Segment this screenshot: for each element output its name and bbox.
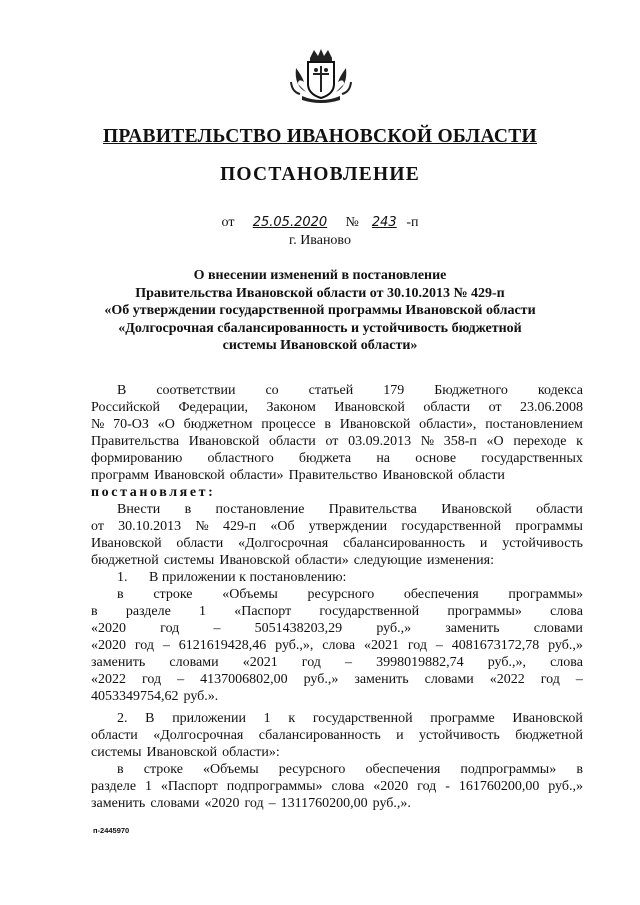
word: руб.,», [275,638,314,653]
word: Правительства [91,434,180,449]
word: области [269,434,316,449]
word: 1 [144,779,152,794]
word: и [479,536,488,551]
word: 1 [199,604,207,619]
decree-line [91,484,583,501]
word: области», [419,417,477,432]
word: Законом [266,400,316,415]
word: 4081673172,78 [451,638,540,653]
word: изменения: [427,553,494,568]
word: Бюджетного [434,383,508,398]
word: «Паспорт [234,604,292,619]
document-subject [80,267,560,355]
subject-line: «Долгосрочная сбалансированность и устойчивость бюджетной [118,320,522,336]
word: устойчивость [419,728,500,743]
word: Ивановской [219,553,290,568]
word: разделе [91,779,137,794]
word: слова [322,638,356,653]
word: «2021 [242,655,278,670]
word: № [91,417,105,432]
word: бюджетной [91,553,159,568]
text-line [91,710,583,727]
number-suffix: -п [406,215,419,230]
word: системы [91,745,142,760]
word: к [288,711,296,726]
word: 1 [263,711,271,726]
word: – [268,796,276,811]
handwritten-number: 243 [371,215,397,230]
item2-paragraph [91,710,583,761]
word: 179 [383,383,405,398]
word: в [117,762,124,777]
text-line [91,671,583,688]
word: заменить [445,621,500,636]
word: год [244,796,264,811]
word: – [177,672,185,687]
word: переходе [513,434,567,449]
word: соответствии [156,383,236,398]
text-line [91,761,583,778]
word: бюджетной [515,728,583,743]
subject-line: Правительства Ивановской области от 30.10.2013 № 429-п [135,285,505,301]
word: обеспечения [365,762,441,777]
word: руб.». [183,689,219,704]
word: постановление [215,502,305,517]
word: обеспечения [403,587,479,602]
word: «Долгосрочная [153,728,244,743]
item1-title: В приложении к постановлению: [149,570,347,585]
word: «О [486,434,504,449]
word: в [576,762,583,777]
word: со [265,383,279,398]
text-line [91,620,583,637]
word: от [325,434,339,449]
word: области» [229,468,284,483]
word: Ивановской [382,468,454,483]
word: руб.,» [548,638,583,653]
word: руб.,» [548,779,583,794]
word: в [117,587,124,602]
word: устойчивость [502,536,583,551]
text-line [91,450,583,467]
word: в [184,502,192,517]
word: процессе [261,417,316,432]
date-prefix: от [221,215,235,230]
word: «Объемы [222,587,278,602]
subject-line: системы Ивановской области» [222,338,418,353]
word: «2020 [373,779,409,794]
word: области [536,502,583,517]
intro-paragraph [91,501,583,569]
text-line [91,727,583,744]
word: Ивановской [91,536,162,551]
text-line [91,552,583,569]
word: сбалансированность [258,728,381,743]
word: Ивановской [188,434,260,449]
word: статьей [308,383,354,398]
word: заменить [91,796,146,811]
word: руб.,» [376,621,412,636]
word: – [575,672,583,687]
word: год [134,638,154,653]
word: ресурсного [278,762,346,777]
text-line [91,586,583,603]
word: Правительство [288,468,378,483]
word: «2021 [363,638,399,653]
word: руб.,». [372,796,411,811]
word: Российской [91,400,160,415]
word: год [160,621,180,636]
word: области» [294,553,349,568]
word: 429-п [222,519,257,534]
text-line [91,399,583,416]
word: В [117,383,127,398]
word: в [91,604,98,619]
word: заменить [354,672,409,687]
word: руб.,» [303,672,339,687]
word: 23.06.2008 [519,400,583,415]
word: разделе [125,604,171,619]
word: слова [550,655,583,670]
date-number-line [0,215,640,231]
word: области [176,536,224,551]
word: следующие [353,553,423,568]
document-type: ПОСТАНОВЛЕНИЕ [220,164,420,185]
word: строке [153,587,193,602]
text-line [91,795,583,812]
word: Ивановской [339,417,411,432]
text-line [91,433,583,450]
text-line [91,744,583,761]
word: Внести [117,502,161,517]
word: «2020 [204,796,240,811]
decree-word: постановляет: [91,485,216,500]
word: кодекса [537,383,583,398]
document-code: п-2445970 [93,826,130,835]
text-line [91,603,583,620]
word: 161760200,00 [458,779,540,794]
word: программы» [508,587,583,602]
word: Ивановской [512,711,583,726]
text-line [91,467,583,484]
word: области [458,468,505,483]
word: руб.,», [487,655,526,670]
word: «Долгосрочная [238,536,329,551]
word: 03.09.2013 [348,434,412,449]
word: Ивановской [334,400,405,415]
word: 358-п [443,434,477,449]
word: год [407,638,427,653]
preamble-paragraph [91,382,583,484]
word: год [141,672,162,687]
word: слова [331,779,365,794]
word: 1311760200,00 [280,796,368,811]
text-line [91,501,583,518]
word: утверждении [308,519,388,534]
word: программ [91,468,150,483]
word: «Объемы [203,762,259,777]
word: формированию [91,451,183,466]
word: 3998019882,74 [376,655,464,670]
word: 2. [117,711,128,726]
handwritten-date: 25.05.2020 [252,215,328,230]
text-line [91,518,583,535]
word: № [420,434,435,449]
word: бюджетном [183,417,253,432]
word: подпрограммы» [226,779,323,794]
word: от [488,400,502,415]
word: государственных [481,451,583,466]
word: постановлением [485,417,583,432]
text-line [91,688,583,705]
city: г. Иваново [289,233,351,248]
text-line [91,778,583,795]
word: Федерации, [178,400,249,415]
word: государственной [319,604,420,619]
text-line [91,535,583,552]
subject-line: О внесении изменений в постановление [193,268,447,283]
word: программы [515,519,583,534]
word: основе [415,451,457,466]
word: № [195,519,209,534]
word: словами [424,672,474,687]
word: программе [430,711,495,726]
word: приложении [172,711,246,726]
word: государственной [312,711,413,726]
word: бюджета [298,451,352,466]
item2-text-paragraph [91,761,583,812]
word: программы» [447,604,522,619]
word: год [417,779,437,794]
word: слова [550,604,583,619]
word: словами [150,796,200,811]
text-line [91,654,583,671]
word: – [162,638,170,653]
word: государственной [401,519,502,534]
word: в [324,417,331,432]
word: 4137006802,00 [200,672,288,687]
word: В [145,711,155,726]
word: сбалансированность [343,536,465,551]
text-line [91,637,583,654]
word: и [396,728,404,743]
item1-number: 1. [117,570,128,585]
subject-line: «Об утверждении государственной программы Ивановской области [104,303,536,318]
word: области [423,400,471,415]
word: «Об [270,519,295,534]
word: словами [169,655,219,670]
word: 5051438203,29 [254,621,343,636]
word: Ивановской [154,468,225,483]
number-sign: № [345,215,359,230]
word: год [301,655,321,670]
item1-heading [91,569,583,586]
word: 30.10.2013 [118,519,182,534]
word: к [576,434,583,449]
word: Ивановской [146,745,218,760]
word: Ивановской [441,502,512,517]
word: год [540,672,560,687]
word: «Паспорт [160,779,218,794]
word: - [445,779,450,794]
word: системы [163,553,215,568]
word: – [345,655,353,670]
word: «2022 [91,672,126,687]
word: области»: [222,745,280,760]
word: «2020 [91,621,126,636]
word: заменить [91,655,146,670]
word: – [435,638,443,653]
word: от [91,519,104,534]
coat-of-arms-emblem [290,48,352,104]
word: 6121619428,46 [178,638,267,653]
word: «2022 [489,672,525,687]
word: ресурсного [307,587,375,602]
text-line [91,382,583,399]
word: 70-ОЗ [113,417,149,432]
government-title: ПРАВИТЕЛЬСТВО ИВАНОВСКОЙ ОБЛАСТИ [102,126,538,147]
word: Правительства [328,502,417,517]
word: области [91,728,138,743]
word: – [213,621,221,636]
word: строке [143,762,183,777]
text-line [91,416,583,433]
word: 4053349754,62 [91,689,179,704]
word: на [376,451,391,466]
word: словами [533,621,583,636]
word: областного [207,451,274,466]
item1-paragraph [91,586,583,705]
word: подпрограммы» [460,762,557,777]
word: «О [157,417,175,432]
word: «2020 [91,638,126,653]
